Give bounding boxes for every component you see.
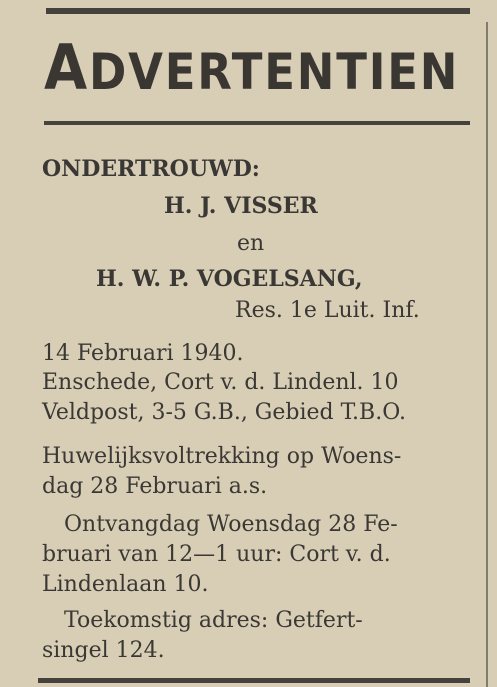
reception-line-2: bruari van 12—1 uur: Cort v. d. xyxy=(42,542,391,567)
announcement-date: 14 Februari 1940. xyxy=(42,341,244,366)
future-address-line-1: Toekomstig adres: Getfert- xyxy=(64,608,363,633)
title-rule xyxy=(44,121,470,125)
top-rule xyxy=(46,8,470,14)
address-line-2: Veldpost, 3-5 G.B., Gebied T.B.O. xyxy=(42,400,406,425)
reception-line-3: Lindenlaan 10. xyxy=(42,572,209,597)
address-line-1: Enschede, Cort v. d. Lindenl. 10 xyxy=(42,370,399,395)
title-rest: DVERTENTIEN xyxy=(88,43,460,101)
wedding-line-2: dag 28 Februari a.s. xyxy=(42,474,268,499)
groom-name: H. W. P. VOGELSANG, xyxy=(96,266,363,292)
future-address-line-2: singel 124. xyxy=(42,638,165,663)
bride-name: H. J. VISSER xyxy=(164,193,318,219)
conjunction: en xyxy=(237,231,265,256)
title-initial: A xyxy=(44,31,89,104)
wedding-line-1: Huwelijksvoltrekking op Woens- xyxy=(42,444,402,469)
bottom-rule xyxy=(38,678,470,683)
announcement-heading: ONDERTROUWD: xyxy=(42,156,260,182)
column-divider xyxy=(486,22,488,687)
reception-line-1: Ontvangdag Woensdag 28 Fe- xyxy=(64,512,398,537)
groom-rank: Res. 1e Luit. Inf. xyxy=(235,298,420,323)
page-title xyxy=(44,30,459,110)
